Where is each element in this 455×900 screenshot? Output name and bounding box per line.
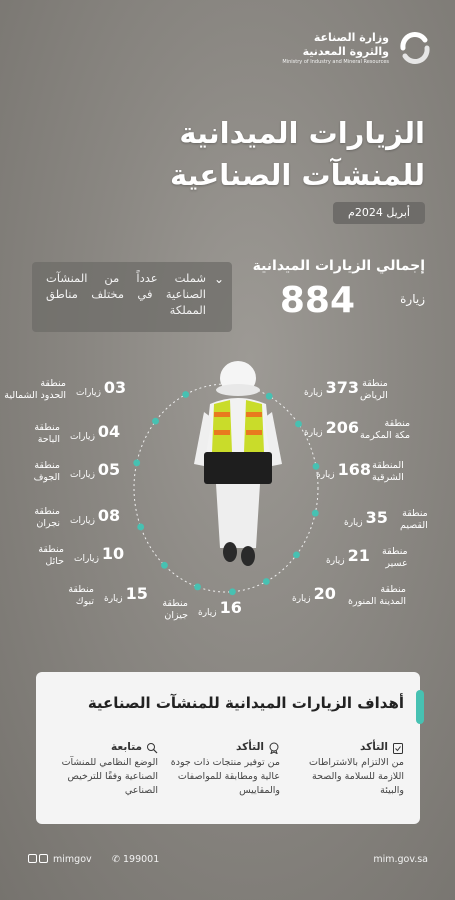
region-name: منطقة جيزان	[162, 598, 188, 621]
ring-dot	[161, 562, 168, 569]
region-visit-unit: زيارة	[326, 556, 345, 566]
ring-dot	[194, 584, 201, 591]
region-name: منطقة تبوك	[68, 584, 94, 607]
region-visit-count: 16	[219, 598, 242, 617]
date-badge: أبريل 2024م	[333, 202, 425, 224]
region-visit-unit: زيارة	[304, 428, 323, 438]
clipboard-check-icon	[392, 742, 404, 754]
x-icon[interactable]	[28, 854, 37, 863]
scope-note	[32, 262, 232, 332]
website-link[interactable]: mim.gov.sa	[373, 854, 428, 865]
region-name: منطقة الرياض	[360, 378, 388, 401]
region-item	[33, 460, 121, 483]
objectives-title: أهداف الزيارات الميدانية للمنشآت الصناعية	[87, 694, 404, 712]
region-name: منطقة المدينة المنورة	[348, 584, 407, 607]
region-visit-unit: زيارات	[70, 432, 95, 442]
ministry-name-ar-2: والثروة المعدنية	[302, 45, 389, 58]
region-item	[326, 546, 408, 569]
region-item	[316, 460, 404, 483]
ring-dot	[295, 421, 302, 428]
region-visit-count: 35	[365, 508, 388, 527]
ring-dot	[182, 391, 189, 398]
scope-note-text: شملت عدداً من المنشآت الصناعية في مختلف مناطق المملكة	[46, 271, 206, 317]
ring-dot	[229, 588, 236, 595]
region-visit-count: 206	[325, 418, 360, 437]
ring-dot	[152, 418, 159, 425]
region-visit-count: 08	[97, 506, 121, 525]
ring-dot	[137, 524, 144, 531]
region-visit-count: 20	[313, 584, 336, 603]
region-visit-unit: زيارات	[76, 388, 101, 398]
phone-contact[interactable]	[112, 854, 159, 865]
chevron-down-icon: ⌄	[213, 272, 224, 286]
region-name: منطقة الحدود الشمالية	[4, 378, 66, 401]
region-item	[4, 378, 127, 401]
goal-description: الوضع النظامي للمنشآت الصناعية وفقًا للترخيص الصناعي	[61, 757, 158, 796]
region-visit-count: 168	[337, 460, 372, 479]
region-item	[34, 422, 121, 445]
ministry-logo-mark-icon	[397, 30, 433, 66]
region-visit-unit: زيارة	[344, 518, 363, 528]
region-name: منطقة حائل	[38, 544, 64, 567]
phone-icon: ✆	[112, 854, 120, 865]
region-name: منطقة مكة المكرمة	[360, 418, 411, 441]
page-title-line1: الزيارات الميدانية	[179, 116, 425, 150]
phone-number[interactable]: 199001	[123, 854, 160, 865]
goal-description: من توفير منتجات ذات جودة عالية ومطابقة للمواصفات والمقاييس	[170, 757, 280, 796]
footer	[28, 852, 428, 872]
region-visit-unit: زيارات	[70, 516, 95, 526]
region-visit-count: 04	[97, 422, 121, 441]
ring-dot	[312, 510, 319, 517]
total-visits-label: إجمالي الزيارات الميدانية	[252, 258, 425, 274]
goal-title: التأكد	[236, 741, 264, 753]
region-item	[292, 584, 407, 607]
ministry-name-en: Ministry of Industry and Mineral Resources	[282, 59, 389, 65]
goal-title: متابعة	[111, 741, 142, 753]
region-visit-count: 15	[125, 584, 148, 603]
worker-illustration	[190, 352, 286, 574]
region-name: منطقة الجوف	[33, 460, 60, 483]
region-visit-unit: زيارة	[316, 470, 335, 480]
region-visit-unit: زيارة	[104, 594, 123, 604]
objectives-card	[36, 672, 420, 824]
region-visit-unit: زيارات	[74, 554, 99, 564]
region-visit-unit: زيارة	[292, 594, 311, 604]
total-visits-unit: زيارة	[400, 292, 425, 306]
ring-dot	[263, 578, 270, 585]
region-item	[304, 418, 411, 441]
search-icon	[146, 742, 158, 754]
region-visit-count: 05	[97, 460, 121, 479]
region-visit-count: 03	[103, 378, 127, 397]
region-item	[344, 508, 428, 531]
goal-title: التأكد	[360, 741, 388, 753]
page-title-line2: للمنشآت الصناعية	[169, 158, 425, 192]
region-visit-unit: زيارات	[70, 470, 95, 480]
ring-dot	[293, 551, 300, 558]
quality-badge-icon	[268, 742, 280, 754]
region-item	[34, 506, 121, 529]
region-name: منطقة الباحة	[34, 422, 60, 445]
region-visit-unit: زيارة	[304, 388, 323, 398]
region-visit-unit: زيارة	[198, 608, 217, 618]
card-accent-bar	[416, 690, 424, 724]
region-name: منطقة عسير	[382, 546, 408, 569]
ministry-logo	[253, 28, 433, 68]
region-visit-count: 10	[101, 544, 125, 563]
region-visit-count: 21	[347, 546, 370, 565]
region-visit-count: 373	[325, 378, 360, 397]
social-links[interactable]	[28, 854, 92, 865]
region-item	[162, 598, 242, 621]
goal-description: من الالتزام بالاشتراطات اللازمة للسلامة والصحة والبيئة	[308, 757, 404, 796]
region-item	[304, 378, 388, 401]
region-item	[38, 544, 125, 567]
total-visits-number: 884	[279, 280, 355, 321]
region-name: المنطقة الشرقية	[372, 460, 404, 483]
ring-dot	[133, 459, 140, 466]
linkedin-icon[interactable]	[39, 854, 48, 863]
region-name: منطقة نجران	[34, 506, 60, 529]
region-name: منطقة القصيم	[400, 508, 428, 531]
social-handle[interactable]: mimgov	[53, 854, 92, 865]
ministry-name-ar-1: وزارة الصناعة	[313, 31, 389, 44]
